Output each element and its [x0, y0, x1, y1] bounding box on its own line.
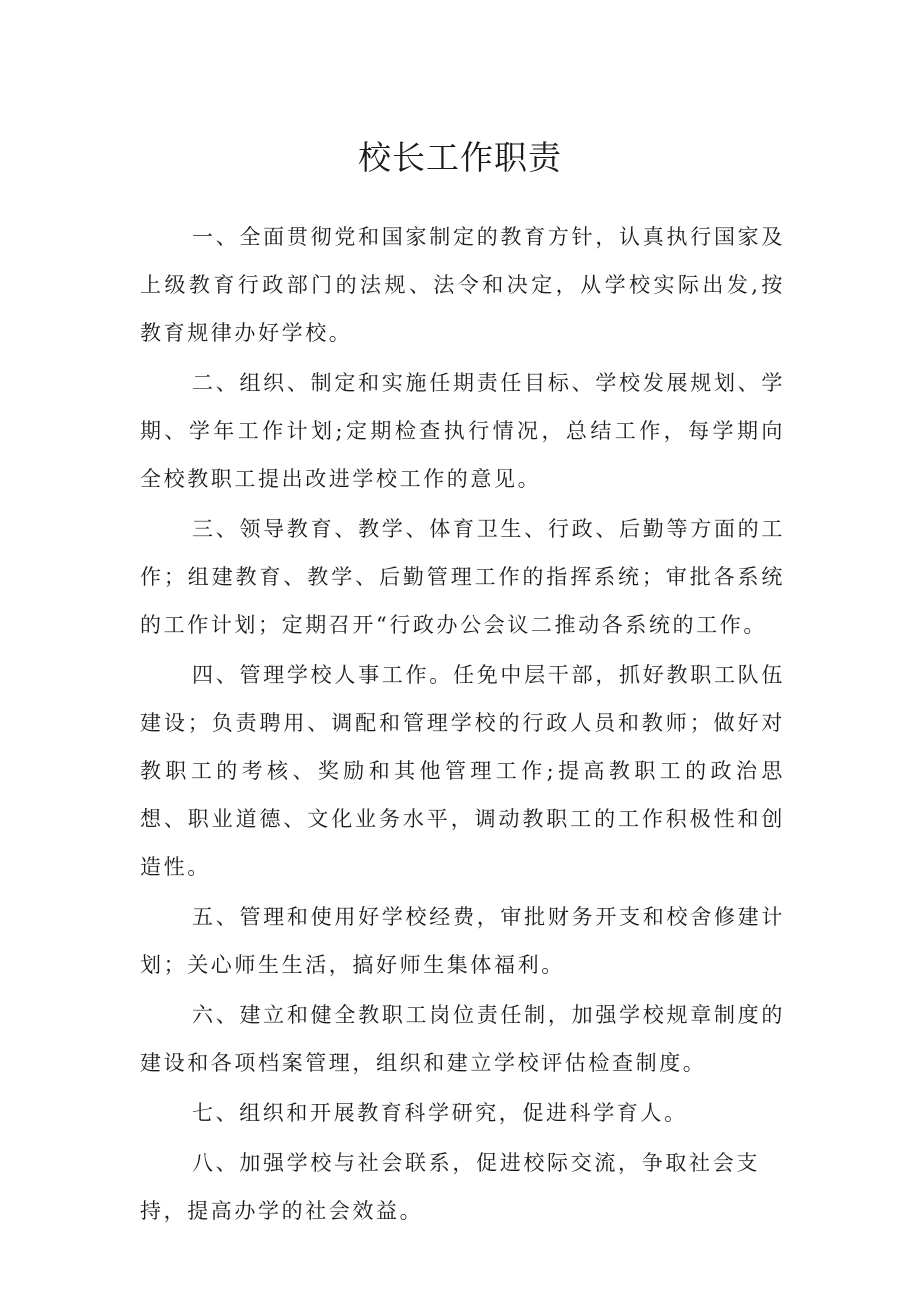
paragraph-7: 七、组织和开展教育科学研究，促进科学育人。	[192, 1101, 688, 1125]
paragraph-8: 八、加强学校与社会联系，促进校际交流，争取社会支持，提高办学的社会效益。	[140, 1151, 760, 1223]
paragraph-5: 五、管理和使用好学校经费，审批财务开支和校舍修建计划；关心师生生活，搞好师生集体福利。	[140, 905, 785, 977]
paragraph-4: 四、管理学校人事工作。任免中层干部，抓好教职工队伍建设；负责聘用、调配和管理学校的行政人员和教师；做好对教职工的考核、奖励和其他管理工作;提高教职工的政治思想、职业道德、文化业务水平，调动教职工的工作积极性和创造性。	[140, 663, 785, 879]
document-body	[140, 213, 785, 1235]
paragraph-3: 三、领导教育、教学、体育卫生、行政、后勤等方面的工作；组建教育、教学、后勤管理工作的指挥系统；审批各系统的工作计划；定期召开“行政办公会议二推动各系统的工作。	[140, 517, 785, 637]
paragraph-6: 六、建立和健全教职工岗位责任制，加强学校规章制度的建设和各项档案管理，组织和建立学校评估检查制度。	[140, 1003, 785, 1075]
paragraph-1: 一、全面贯彻党和国家制定的教育方针，认真执行国家及上级教育行政部门的法规、法令和决定，从学校实际出发,按教育规律办好学校。	[140, 225, 785, 345]
paragraph-2: 二、组织、制定和实施任期责任目标、学校发展规划、学期、学年工作计划;定期检查执行情况，总结工作，每学期向全校教职工提出改进学校工作的意见。	[140, 371, 785, 491]
document-title: 校长工作职责	[358, 138, 562, 177]
